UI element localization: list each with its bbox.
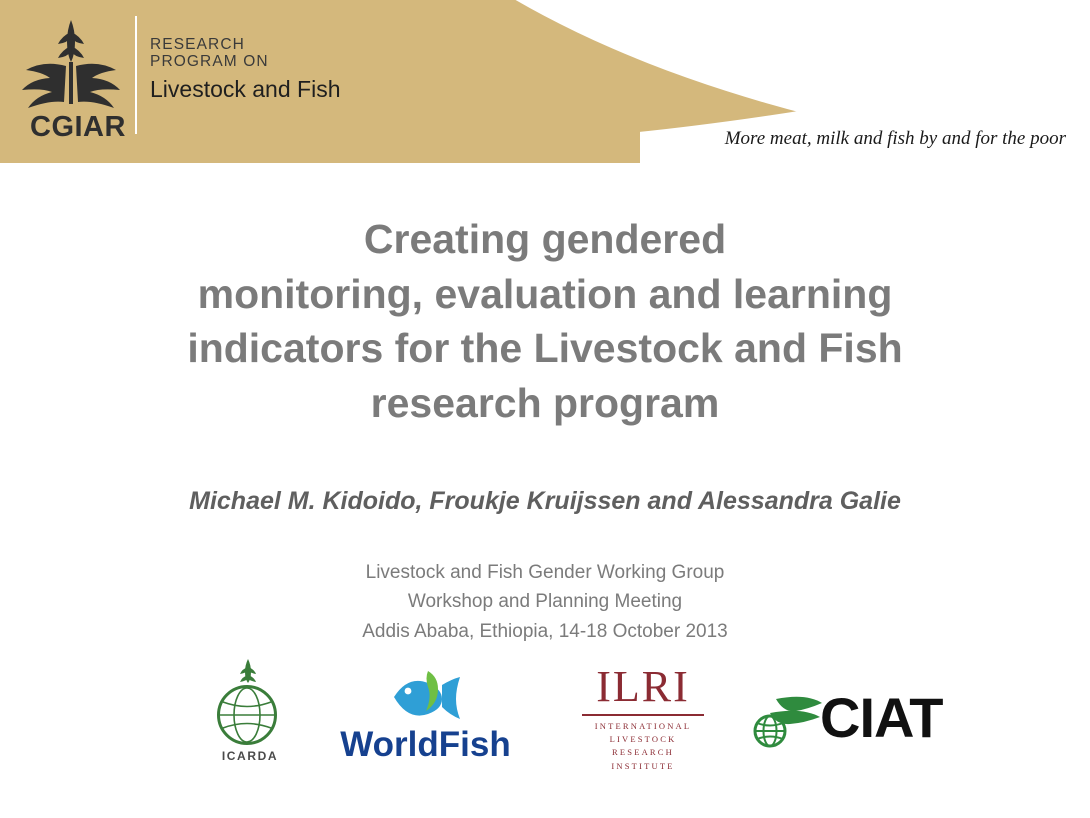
icarda-globe-grid-icon xyxy=(217,685,277,745)
ilri-label: ILRI xyxy=(596,662,690,711)
meeting-line-2: Workshop and Planning Meeting xyxy=(407,591,683,613)
cgiar-wordmark: CGIAR xyxy=(30,111,126,143)
ilri-sub-line-2: LIVESTOCK RESEARCH xyxy=(609,734,677,758)
partner-logos xyxy=(0,655,1090,780)
meeting-line-3: Addis Ababa, Ethiopia, 14-18 October 2013 xyxy=(362,620,728,642)
title-line-2: monitoring, evaluation and learning xyxy=(197,270,893,317)
slide-header xyxy=(0,0,1090,175)
title-line-3: indicators for the Livestock and Fish xyxy=(187,325,903,372)
ilri-sub-line-1: INTERNATIONAL xyxy=(594,721,692,731)
title-line-4: research program xyxy=(370,379,720,426)
ciat-label: CIAT xyxy=(820,686,943,749)
logo-divider xyxy=(135,16,137,134)
tagline: More meat, milk and fish by and for the poor xyxy=(724,128,1066,149)
ilri-rule xyxy=(582,714,704,716)
cgiar-wheat-icon xyxy=(16,14,131,114)
program-line-1: RESEARCH xyxy=(150,36,245,53)
title-line-1: Creating gendered xyxy=(363,216,727,262)
worldfish-label: WorldFish xyxy=(340,725,511,764)
page-title xyxy=(60,212,1030,430)
worldfish-fish-icon xyxy=(388,663,468,725)
ilri-logo xyxy=(578,662,708,775)
worldfish-logo xyxy=(318,667,533,772)
ilri-sub-line-3: INSTITUTE xyxy=(611,760,675,771)
ciat-logo xyxy=(752,687,992,757)
cgiar-logo xyxy=(16,14,131,146)
authors-line: Michael M. Kidoido, Froukje Kruijssen and Alessandra Galie xyxy=(189,487,901,515)
ciat-leaf-globe-icon xyxy=(752,693,824,749)
program-line-3: Livestock and Fish xyxy=(150,75,341,102)
meeting-line-1: Livestock and Fish Gender Working Group xyxy=(365,562,725,583)
icarda-label: ICARDA xyxy=(221,749,279,763)
program-title xyxy=(150,36,340,102)
program-line-2: PROGRAM ON xyxy=(150,53,269,71)
meeting-info xyxy=(60,558,1030,646)
icarda-logo xyxy=(205,655,295,773)
